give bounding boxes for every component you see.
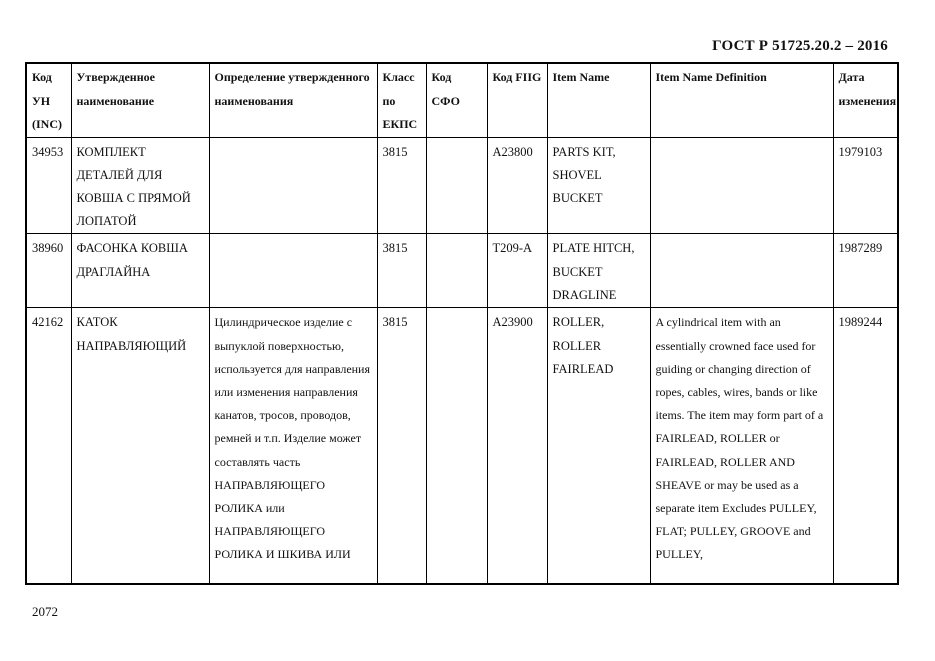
- cell-class: 3815: [377, 308, 426, 585]
- cell-name: КАТОК НАПРАВЛЯЮЩИЙ: [71, 308, 209, 585]
- col-header-definition: Определение утвержденного наименования: [209, 63, 377, 137]
- cell-fiig: T209-A: [487, 234, 547, 308]
- cell-item-name: PLATE HITCH, BUCKET DRAGLINE: [547, 234, 650, 308]
- cell-class: 3815: [377, 234, 426, 308]
- cell-date: 1979103: [833, 137, 898, 234]
- col-header-inc: Код УН (INC): [26, 63, 71, 137]
- cell-item-definition: [650, 234, 833, 308]
- col-header-approved-name: Утвержденное наименование: [71, 63, 209, 137]
- col-header-date: Дата изменения: [833, 63, 898, 137]
- cell-sfo: [426, 308, 487, 585]
- cell-name: КОМПЛЕКТ ДЕТАЛЕЙ ДЛЯ КОВША С ПРЯМОЙ ЛОПАТОЙ: [71, 137, 209, 234]
- col-header-item-name: Item Name: [547, 63, 650, 137]
- cell-sfo: [426, 137, 487, 234]
- cell-item-name: PARTS KIT, SHOVEL BUCKET: [547, 137, 650, 234]
- cell-definition: [209, 137, 377, 234]
- cell-class: 3815: [377, 137, 426, 234]
- col-header-class: Класс по ЕКПС: [377, 63, 426, 137]
- cell-item-name: ROLLER, ROLLER FAIRLEAD: [547, 308, 650, 585]
- table-row: [26, 137, 898, 234]
- table-row: [26, 234, 898, 308]
- table-row: [26, 308, 898, 585]
- cell-date: 1987289: [833, 234, 898, 308]
- classification-table: [25, 62, 899, 585]
- cell-inc: 38960: [26, 234, 71, 308]
- col-header-fiig: Код FIIG: [487, 63, 547, 137]
- col-header-item-definition: Item Name Definition: [650, 63, 833, 137]
- cell-inc: 42162: [26, 308, 71, 585]
- cell-inc: 34953: [26, 137, 71, 234]
- cell-fiig: A23800: [487, 137, 547, 234]
- cell-sfo: [426, 234, 487, 308]
- col-header-sfo: Код СФО: [426, 63, 487, 137]
- cell-item-definition: A cylindrical item with an essentially crowned face used for guiding or changing direction of ropes, cables, wires, bands or like items. The item may form part of a FAIRLEAD, ROLLER or FAIRLEAD, ROLLER AND SHEAVE or may be used as a separate item Excludes PULLEY, FLAT; PULLEY, GROOVE and PULLEY,: [650, 308, 833, 585]
- cell-name: ФАСОНКА КОВША ДРАГЛАЙНА: [71, 234, 209, 308]
- cell-fiig: A23900: [487, 308, 547, 585]
- cell-definition: [209, 234, 377, 308]
- page-number: 2072: [32, 604, 58, 619]
- cell-date: 1989244: [833, 308, 898, 585]
- document-title: ГОСТ Р 51725.20.2 – 2016: [712, 38, 888, 54]
- cell-definition: Цилиндрическое изделие с выпуклой поверхностью, используется для направления или изменения направления канатов, тросов, проводов, ремней и т.п. Изделие может составлять часть НАПРАВЛЯЮЩЕГО РОЛИКА или НАПРАВЛЯЮЩЕГО РОЛИКА И ШКИВА ИЛИ: [209, 308, 377, 585]
- cell-item-definition: [650, 137, 833, 234]
- table-header-row: [26, 63, 898, 137]
